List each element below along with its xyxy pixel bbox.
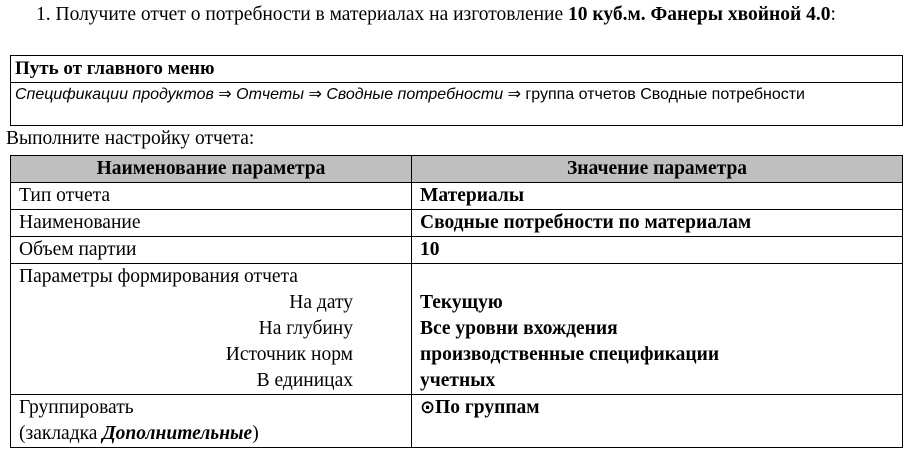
task-number: 1. <box>36 4 51 25</box>
param-group-values <box>412 264 903 395</box>
param-value: 10 <box>412 237 903 264</box>
column-header-value: Значение параметра <box>412 156 903 183</box>
param-group <box>11 264 412 395</box>
param-name: Наименование <box>11 210 412 237</box>
menu-path <box>11 83 902 105</box>
param-name: В единицах <box>256 370 353 391</box>
param-name: Тип отчета <box>11 183 412 210</box>
task-amount: 10 куб.м. <box>568 4 646 25</box>
param-value: Материалы <box>412 183 903 210</box>
param-value: Сводные потребности по материалам <box>412 210 903 237</box>
param-name: Группировать <box>19 397 134 418</box>
param-group-title: Параметры формирования отчета <box>19 266 298 287</box>
arrow-icon: ⇒ <box>507 86 521 103</box>
note-suffix: ) <box>252 423 259 444</box>
table-row-group <box>11 264 903 395</box>
path-item: Спецификации продуктов <box>15 86 214 103</box>
task-product: Фанеры хвойной 4.0 <box>650 4 831 25</box>
parameters-table <box>10 155 903 448</box>
menu-path-box <box>10 55 903 126</box>
radio-label: По группам <box>435 397 540 418</box>
param-value: производственные спецификации <box>420 344 720 365</box>
param-name: Источник норм <box>225 344 353 365</box>
param-grouping <box>11 395 412 448</box>
param-name: Объем партии <box>11 237 412 264</box>
table-row <box>11 210 903 237</box>
param-value: учетных <box>420 370 496 391</box>
param-value <box>412 395 903 448</box>
column-header-param: Наименование параметра <box>11 156 412 183</box>
table-row <box>11 183 903 210</box>
task-colon: : <box>830 4 836 25</box>
param-value: Все уровни вхождения <box>420 318 618 339</box>
param-note <box>19 421 411 447</box>
table-row <box>11 237 903 264</box>
param-name: На глубину <box>258 318 353 339</box>
arrow-icon: ⇒ <box>218 86 232 103</box>
table-row <box>11 395 903 448</box>
param-value: Текущую <box>420 292 503 313</box>
note-tab-name: Дополнительные <box>102 423 253 444</box>
arrow-icon: ⇒ <box>308 86 322 103</box>
table-header-row <box>11 156 903 183</box>
note-prefix: (закладка <box>19 423 103 444</box>
task-statement <box>6 4 906 26</box>
intro-text: Выполните настройку отчета: <box>6 128 255 149</box>
menu-path-header: Путь от главного меню <box>11 56 902 83</box>
param-name: На дату <box>289 292 353 313</box>
task-text: Получите отчет о потребности в материалах на изготовление <box>55 4 564 25</box>
path-item: Отчеты <box>236 86 304 103</box>
path-tail: группа отчетов Сводные потребности <box>525 86 805 103</box>
radio-selected-icon: ⊙ <box>420 397 436 418</box>
path-item: Сводные потребности <box>326 86 504 103</box>
